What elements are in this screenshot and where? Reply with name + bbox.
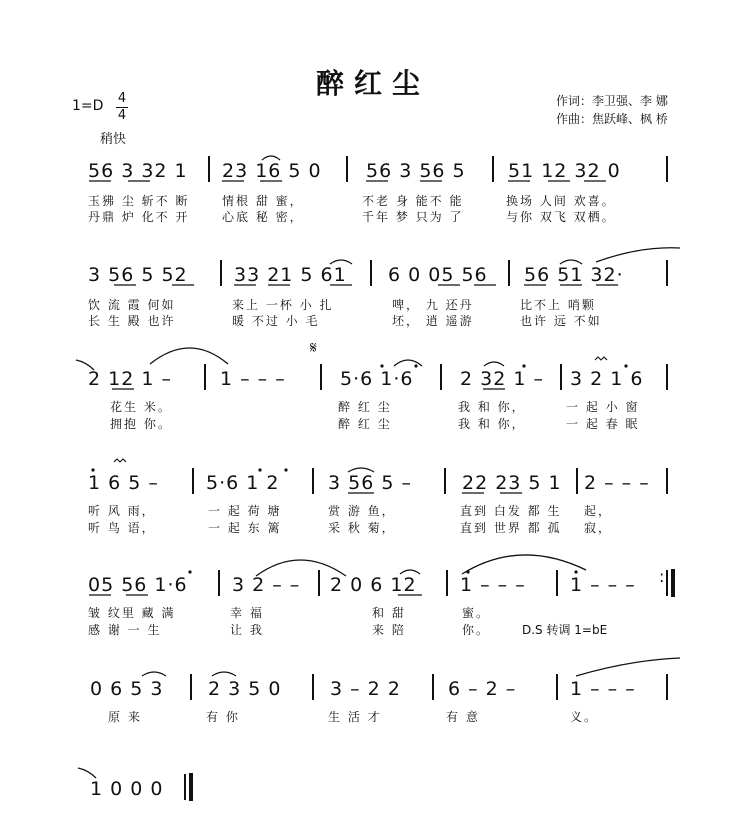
lyric: 一 起 荷 塘 (208, 504, 282, 518)
lyric: 有 意 (446, 710, 480, 724)
measure: 6 – 2 – (448, 678, 517, 700)
measure: 0 6 5 3 (90, 678, 164, 700)
ornament-icon (114, 459, 126, 462)
lyric: 感 谢 一 生 (88, 623, 162, 637)
lyric: 让 我 (230, 623, 264, 637)
lyric: 生 活 才 (328, 710, 382, 724)
barline (560, 364, 562, 390)
slur-arc (576, 658, 680, 676)
measure: 56 3 32 1 (88, 160, 188, 182)
lyric: 一 起 春 眠 (566, 417, 640, 431)
measure: 2 12 1 – (88, 368, 172, 390)
lyric: 听 鸟 语， (88, 521, 156, 535)
lyric: 寂， (584, 521, 613, 535)
measure: 56 51 32· (524, 264, 624, 286)
barline (312, 468, 314, 494)
lyric: 起， (584, 504, 613, 518)
lyric: 我 和 你， (458, 417, 526, 431)
barline (318, 570, 320, 596)
measure: 05 56 1·6 (88, 574, 188, 596)
lyric: 一 起 小 窗 (566, 400, 640, 414)
final-barline (189, 773, 193, 801)
lyric: 你。 (462, 623, 491, 637)
lyric: 原 来 (108, 710, 142, 724)
measure: 5·6 1 2 (206, 472, 280, 494)
lyric: 幸 福 (230, 606, 264, 620)
barline (666, 468, 668, 494)
slur-arc (462, 555, 586, 574)
lyric: 与你 双飞 双栖。 (506, 210, 616, 224)
barline (666, 364, 668, 390)
octave-dot (188, 570, 191, 573)
measure: 3 2 1 6 (570, 368, 644, 390)
barline (346, 156, 348, 182)
segno-sign-icon: 𝄋 (310, 338, 317, 357)
lyric: 来 陪 (372, 623, 406, 637)
slur-arc (484, 362, 504, 366)
barline (492, 156, 494, 182)
lyric: 义。 (570, 710, 599, 724)
measure: 3 56 5 – (328, 472, 412, 494)
lyric: 有 你 (206, 710, 240, 724)
measure: 1 6 5 – (88, 472, 159, 494)
repeat-barline (666, 570, 668, 596)
lyric: 心底 秘 密， (222, 210, 304, 224)
key-signature: 1=D (72, 98, 104, 114)
lyric: 直到 世界 都 孤 (460, 521, 562, 535)
time-signature-bottom: 4 (117, 108, 127, 123)
lyric: 啤， 九 还丹 (392, 298, 474, 312)
repeat-dots-icon: : (659, 567, 665, 586)
measure: 51 12 32 0 (508, 160, 621, 182)
lyric: 赏 游 鱼， (328, 504, 396, 518)
lyric: 和 甜 (372, 606, 406, 620)
barline (204, 364, 206, 390)
measure: 1 – – – (220, 368, 286, 390)
lyric: 饮 流 霞 何如 (88, 298, 176, 312)
ornament-icon (595, 357, 607, 360)
barline (370, 260, 372, 286)
lyric: 一 起 东 篱 (208, 521, 282, 535)
barline (508, 260, 510, 286)
time-signature (116, 92, 128, 123)
barline (556, 674, 558, 700)
lyric: 玉狒 尘 斩不 断 (88, 194, 190, 208)
lyric: 醉 红 尘 (338, 417, 392, 431)
lyric: 直到 白发 都 生 (460, 504, 562, 518)
barline (432, 674, 434, 700)
lyric: 蜜。 (462, 606, 491, 620)
barline (184, 774, 186, 800)
barline (218, 570, 220, 596)
measure: 2 32 1 – (460, 368, 544, 390)
slur-arc (142, 672, 166, 676)
lyric: 听 风 雨， (88, 504, 156, 518)
measure: 1 – – – (570, 574, 636, 596)
lyric: 也许 远 不如 (520, 314, 602, 328)
octave-dot (414, 364, 417, 367)
measure: 3 – 2 2 (330, 678, 401, 700)
barline (444, 468, 446, 494)
barline (666, 156, 668, 182)
measure: 6 0 05 56 (388, 264, 488, 286)
measure: 3 2 – – (232, 574, 301, 596)
lyric: 千年 梦 只为 了 (362, 210, 464, 224)
lyric: 拥抱 你。 (110, 417, 172, 431)
composer-credit: 作曲：焦跃峰、枫 桥 (556, 112, 668, 126)
slur-arc (212, 672, 236, 676)
tempo-marking: 稍快 (100, 132, 127, 147)
repeat-end-bar (671, 569, 675, 597)
measure: 33 21 5 61 (234, 264, 347, 286)
measure: 3 56 5 52 (88, 264, 188, 286)
lyric: 长 生 殿 也许 (88, 314, 176, 328)
barline (666, 674, 668, 700)
lyric: 比不上 哨颗 (520, 298, 596, 312)
lyric: 换场 人间 欢喜。 (506, 194, 616, 208)
barline (576, 468, 578, 494)
lyric: 来上 一杯 小 扎 (232, 298, 334, 312)
barline (666, 260, 668, 286)
song-title: 醉红尘 (315, 67, 430, 100)
slur-arc (394, 360, 422, 366)
lyric: 花生 米。 (110, 400, 172, 414)
lyric: 情根 甜 蜜， (222, 194, 304, 208)
lyric: 皱 纹里 藏 满 (88, 606, 176, 620)
lyric: 采 秋 菊， (328, 521, 396, 535)
lyric: 醉 红 尘 (338, 400, 392, 414)
lyric: 丹鼎 炉 化不 开 (88, 210, 190, 224)
barline (440, 364, 442, 390)
slur-arc (78, 768, 96, 778)
slur-arc (150, 348, 228, 364)
measure: 2 3 5 0 (208, 678, 282, 700)
barline (320, 364, 322, 390)
lyric: 我 和 你， (458, 400, 526, 414)
measure: 23 16 5 0 (222, 160, 322, 182)
time-signature-top: 4 (117, 91, 127, 106)
lyric: 不老 身 能不 能 (362, 194, 464, 208)
barline (208, 156, 210, 182)
octave-dot (284, 468, 287, 471)
barline (556, 570, 558, 596)
lyric: 坯， 逍 遥游 (392, 314, 474, 328)
barline (220, 260, 222, 286)
measure: 1 – – – (460, 574, 526, 596)
measure: 2 – – – (584, 472, 650, 494)
lyricist-credit: 作词：李卫强、李 娜 (556, 94, 668, 108)
measure: 1 – – – (570, 678, 636, 700)
lyric: 暖 不过 小 毛 (232, 314, 320, 328)
measure: 56 3 56 5 (366, 160, 466, 182)
measure: 22 23 5 1 (462, 472, 562, 494)
measure: 5·6 1·6 (340, 368, 414, 390)
ds-modulation-note: D.S 转调 1=bE (522, 623, 608, 637)
measure: 1 0 0 0 (90, 778, 164, 800)
barline (446, 570, 448, 596)
barline (312, 674, 314, 700)
barline (192, 468, 194, 494)
measure: 2 0 6 12 (330, 574, 417, 596)
barline (190, 674, 192, 700)
